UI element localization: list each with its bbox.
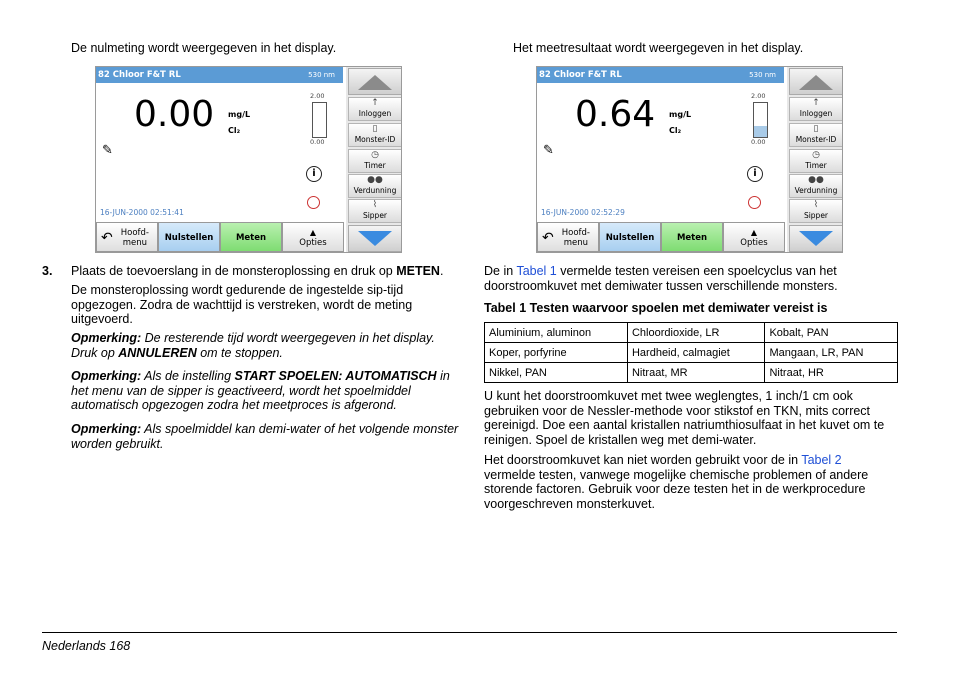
clock-icon: ◷ [371,150,379,160]
gauge-min: 0.00 [310,138,325,146]
restriction-paragraph: Het doorstroomkuvet kan niet worden gebruikt voor de in Tabel 2 vermelde testen, vanwege mogelijke chemische problemen of andere storende factoren. Gebruik voor deze testen het in de werkprocedure voorgeschreven monsterkuvet. [484,453,869,511]
timer-button[interactable]: ◷ Timer [789,149,843,173]
dilution-icon: ●● [808,175,824,185]
step-number: 3. [42,264,53,278]
table-cell: Mangaan, LR, PAN [765,343,898,363]
sipper-button[interactable]: ⌇ Sipper [348,199,402,223]
step-paragraph: De monsteroplossing wordt gedurende de ingestelde sip-tijd opgezogen. Zodra de wachttijd is verstreken, wordt de meting uitgevoerd. [71,283,413,327]
arrow-down-icon [358,231,392,246]
note-3: Opmerking: Als spoelmiddel kan demi-water of het volgende monster worden gebruikt. [71,422,459,451]
dilution-button[interactable]: ●● Verdunning [348,174,402,198]
table-2-link[interactable]: Tabel 2 [801,453,842,467]
clock-icon: ◷ [812,150,820,160]
dilution-button[interactable]: ●● Verdunning [789,174,843,198]
table-cell: Aluminium, aluminon [485,323,628,343]
edit-icon[interactable]: ✎ [543,143,554,158]
screen-title-bar [537,67,784,83]
table-row [485,343,898,363]
login-button[interactable]: ↑ Inloggen [789,97,843,121]
info-icon[interactable]: i [306,166,322,182]
arrow-up-icon [358,75,392,90]
gauge-min: 0.00 [751,138,766,146]
timer-icon[interactable] [307,196,320,209]
edit-icon[interactable]: ✎ [102,143,113,158]
triangle-up-icon: ▲ [750,228,758,237]
dilution-icon: ●● [367,175,383,185]
right-intro: Het meetresultaat wordt weergegeven in het display. [513,41,804,55]
main-menu-button[interactable]: ↶ Hoofd- menu [96,222,158,252]
side-menu [346,67,402,253]
wavelength: 530 nm [308,71,335,79]
table-cell: Chloordioxide, LR [627,323,764,343]
rinse-tests-table [484,322,898,383]
table-cell: Hardheid, calmagiet [627,343,764,363]
level-gauge [312,102,327,138]
table-row [485,363,898,383]
table-row [485,323,898,343]
timer-button[interactable]: ◷ Timer [348,149,402,173]
note-1: Opmerking: De resterende tijd wordt weergegeven in het display. Druk op ANNULEREN om te stoppen. [71,331,435,360]
login-icon: ↑ [812,98,820,108]
login-button[interactable]: ↑ Inloggen [348,97,402,121]
sample-icon: ▯ [372,124,378,134]
program-title: 82 Chloor F&T RL [539,70,622,80]
footer-page-label: Nederlands 168 [42,639,131,653]
reading-unit [228,107,250,139]
zero-button[interactable]: Nulstellen [158,222,220,252]
scroll-up-button[interactable] [348,68,402,95]
species-label: Cl₂ [669,126,682,135]
scroll-up-button[interactable] [789,68,843,95]
instrument-screen-zero [95,66,402,253]
table-cell: Nitraat, MR [627,363,764,383]
sample-icon: ▯ [813,124,819,134]
wavelength: 530 nm [749,71,776,79]
sample-id-button[interactable]: ▯ Monster-ID [789,123,843,147]
back-arrow-icon: ↶ [101,230,113,246]
gauge-fill [754,126,767,137]
info-icon[interactable]: i [747,166,763,182]
unit-label: mg/L [228,110,251,119]
scroll-down-button[interactable] [348,225,402,252]
measure-button[interactable]: Meten [220,222,282,252]
sipper-button[interactable]: ⌇ Sipper [789,199,843,223]
back-arrow-icon: ↶ [542,230,554,246]
datetime: 16-JUN-2000 02:52:29 [541,208,625,217]
note-2: Opmerking: Als de instelling START SPOELEN: AUTOMATISCH in het menu van de sipper is geactiveerd, wordt het spoelmiddel automatisch opgezogen zodra het meetproces is afgerond. [71,369,450,413]
unit-label: mg/L [669,110,692,119]
gauge-max: 2.00 [310,92,325,100]
table-cell: Nikkel, PAN [485,363,628,383]
sipper-icon: ⌇ [813,200,819,210]
side-menu [787,67,843,253]
reading-value: 0.00 [134,94,215,135]
instrument-screen-result [536,66,843,253]
arrow-up-icon [799,75,833,90]
scroll-down-button[interactable] [789,225,843,252]
bottom-bar [537,222,787,253]
triangle-up-icon: ▲ [309,228,317,237]
gauge-max: 2.00 [751,92,766,100]
arrow-down-icon [799,231,833,246]
program-title: 82 Chloor F&T RL [98,70,181,80]
table-cell: Kobalt, PAN [765,323,898,343]
sipper-icon: ⌇ [372,200,378,210]
options-button[interactable]: ▲ Opties [282,222,344,252]
table-cell: Koper, porfyrine [485,343,628,363]
table-1-link[interactable]: Tabel 1 [516,264,557,278]
species-label: Cl₂ [228,126,241,135]
options-button[interactable]: ▲ Opties [723,222,785,252]
table-cell: Nitraat, HR [765,363,898,383]
reading-value: 0.64 [575,94,656,135]
rinse-paragraph: De in Tabel 1 vermelde testen vereisen een spoelcyclus van het doorstroomkuvet met demiwater tussen verschillende monsters. [484,264,838,293]
step-text: Plaats de toevoerslang in de monsteroplossing en druk op METEN. [71,264,444,278]
zero-button[interactable]: Nulstellen [599,222,661,252]
main-menu-button[interactable]: ↶ Hoofd- menu [537,222,599,252]
reading-unit [669,107,691,139]
sample-id-button[interactable]: ▯ Monster-ID [348,123,402,147]
screen-title-bar [96,67,343,83]
bottom-bar [96,222,346,253]
timer-icon[interactable] [748,196,761,209]
nessler-paragraph: U kunt het doorstroomkuvet met twee weglengtes, 1 inch/1 cm ook gebruiken voor de Nessler-methode voor stikstof en TKN, mits correct gereinigd. Doe een aantal kristallen natriumthiosulfaat in het kuvet om te reinigen. Spoel de kristallen weg met demi-water. [484,389,885,447]
measure-button[interactable]: Meten [661,222,723,252]
table-caption: Tabel 1 Testen waarvoor spoelen met demiwater vereist is [484,301,828,315]
datetime: 16-JUN-2000 02:51:41 [100,208,184,217]
left-intro: De nulmeting wordt weergegeven in het display. [71,41,337,55]
level-gauge [753,102,768,138]
footer-rule [42,632,897,633]
login-icon: ↑ [371,98,379,108]
